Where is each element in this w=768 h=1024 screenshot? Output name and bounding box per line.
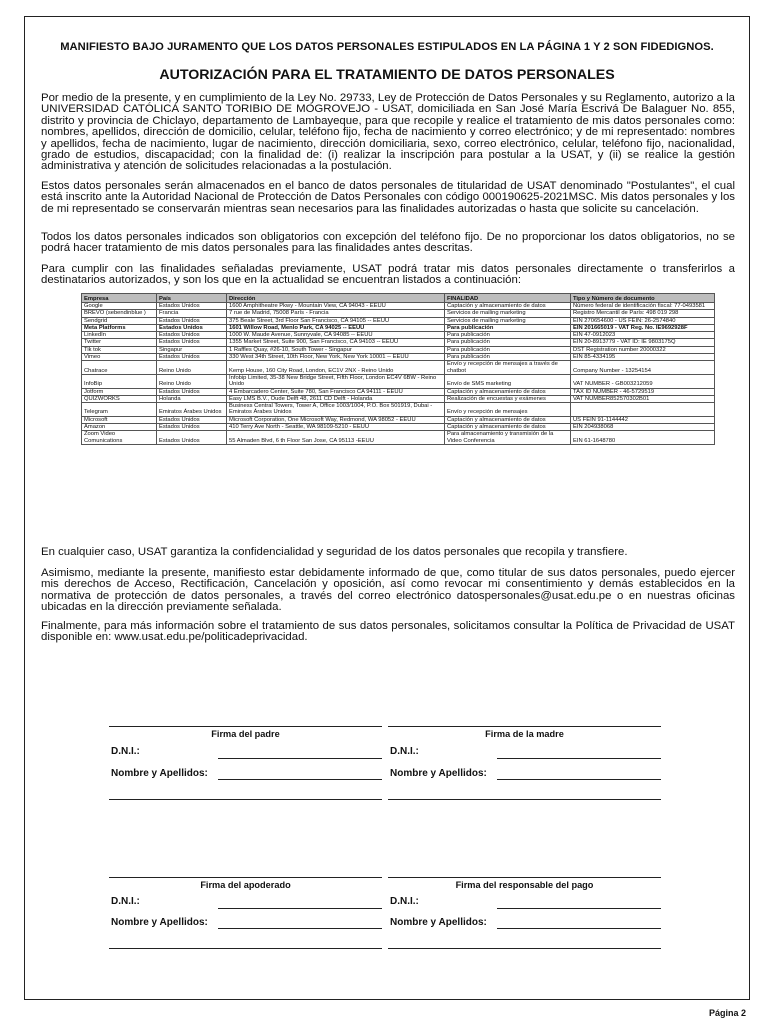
cell-direccion: 410 Terry Ave North - Seattle, WA 98109-5210 - EEUU <box>227 424 445 431</box>
table-row <box>82 346 715 353</box>
name-field-apoderado[interactable] <box>218 928 382 929</box>
cell-empresa: Vimeo <box>82 354 157 361</box>
cell-direccion: Easy LMS B.V., Oude Delft 48, 2611 CD Delft - Holanda <box>227 395 445 402</box>
cell-finalidad: Servicios de mailing marketing <box>445 310 571 317</box>
table-row <box>82 324 715 331</box>
cell-finalidad: Servicios de mailing marketing <box>445 317 571 324</box>
page-title: AUTORIZACIÓN PARA EL TRATAMIENTO DE DATOS PERSONALES <box>159 67 615 83</box>
cell-direccion: Microsoft Corporation, One Microsoft Way, Redmond, WA 98052 - EEUU <box>227 416 445 423</box>
cell-finalidad: Para publicación <box>445 339 571 346</box>
dni-field-padre[interactable] <box>218 758 382 759</box>
paragraph-storage: Estos datos personales serán almacenados en el banco de datos personales de titularidad de USAT denominado "Postulantes", el cual está inscrito ante la Autoridad Nacional de Protección de Datos Personales con código 000190625-2021MSC. Mis datos personales y los de mi representado se conservarán mientras sean necesarios para las finalidades autorizadas o hasta que solicite su cancelación. <box>41 180 735 215</box>
col-direccion: Dirección <box>227 294 445 303</box>
cell-empresa: Twitter <box>82 339 157 346</box>
paragraph-authorization: Por medio de la presente, y en cumplimiento de la Ley No. 29733, Ley de Protección de Datos Personales y su Reglamento, autorizo a la UNIVERSIDAD CATÓLICA SANTO TORIBIO DE MOGROVEJO - USAT, domiciliada en San José María Escrivá De Balaguer No. 855, distrito y provincia de Chiclayo, departamento de Lambayeque, para que recopile y realice el tratamiento de mis datos personales como: nombres, apellidos, dirección de domicilio, celular, teléfono fijo, fecha de nacimiento y correo electrónico; y de mi representado: nombres y apellidos, fecha de nacimiento, lugar de nacimiento, dirección domiciliaria, sexo, correo electrónico, celular, teléfono fijo, nacionalidad, grado de estudios, discapacidad; con la finalidad de: (i) realizar la inscripción para postular a la USAT, y (ii) se realice la gestión administrativa y atención de solicitudes relacionadas a la postulación. <box>41 92 735 173</box>
table-row <box>82 395 715 402</box>
cell-pais: Francia <box>157 310 227 317</box>
cell-pais: Estados Unidos <box>157 303 227 310</box>
cell-documento: EIN 20-8913779 - VAT ID: IE 9803175Q <box>571 339 715 346</box>
cell-direccion: 1355 Market Street, Suite 900, San Francisco, CA 94103 -- EEUU <box>227 339 445 346</box>
paragraph-rights: Asimismo, mediante la presente, manifiesto estar debidamente informado de que, como titular de sus datos personales, puedo ejercer mis derechos de Acceso, Rectificación, Cancelación y oposición, así como revocar mi consentimiento y demás establecidos en la normativa de protección de datos personales, a través del correo electrónico datospersonales@usat.edu.pe o en nuestras oficinas ubicadas en la dirección previamente señalada. <box>41 567 735 614</box>
name-label-apoderado: Nombre y Apellidos: <box>111 917 208 928</box>
table-row <box>82 388 715 395</box>
document-frame <box>24 16 750 1000</box>
cell-direccion: 1601 Willow Road, Menlo Park, CA 94025 -- EEUU <box>227 324 445 331</box>
cell-empresa: Meta Platforms <box>82 324 157 331</box>
paragraph-mandatory: Todos los datos personales indicados son obligatorios con excepción del teléfono fijo. De no proporcionar los datos obligatorios, no se podrá hacer tratamiento de mis datos personales para las finalidades antes descritas. <box>41 231 735 255</box>
signature-caption-apoderado: Firma del apoderado <box>200 880 291 890</box>
cell-finalidad: Captación y almacenamiento de datos <box>445 424 571 431</box>
cell-finalidad: Captación y almacenamiento de datos <box>445 416 571 423</box>
cell-finalidad: Para publicación <box>445 354 571 361</box>
cell-documento: EIN 85-4334195 <box>571 354 715 361</box>
table-row <box>82 317 715 324</box>
cell-finalidad: Envío y recepción de mensajes a través de chatbot <box>445 361 571 375</box>
name-label-responsable: Nombre y Apellidos: <box>390 917 487 928</box>
cell-pais: Estados Unidos <box>157 324 227 331</box>
col-pais: País <box>157 294 227 303</box>
recipients-table <box>81 293 715 445</box>
signature-caption-responsable: Firma del responsable del pago <box>455 880 594 890</box>
cell-direccion: 330 West 34th Street, 10th Floor, New York, New York 10001 -- EEUU <box>227 354 445 361</box>
cell-pais: Estados Unidos <box>157 424 227 431</box>
table-row <box>82 361 715 375</box>
cell-documento: TAX ID NUMBER - 46-5729519 <box>571 388 715 395</box>
name-field-madre[interactable] <box>497 779 661 780</box>
signature-caption-padre: Firma del padre <box>211 729 280 739</box>
col-finalidad: FINALIDAD <box>445 294 571 303</box>
cell-direccion: Business Central Towers, Tower A, Office 1003/1004, P.O. Box 501919, Dubai - Emiratos Árabes Unidos <box>227 403 445 417</box>
cell-direccion: 1 Raffles Quay, #26-10, South Tower - Singapur <box>227 346 445 353</box>
cell-documento: EIN 47-0912023 <box>571 332 715 339</box>
table-row <box>82 431 715 445</box>
cell-empresa: Chatrace <box>82 361 157 375</box>
cell-pais: Estados Unidos <box>157 416 227 423</box>
cell-documento <box>571 403 715 417</box>
cell-empresa: LinkedIn <box>82 332 157 339</box>
cell-pais: Reino Unido <box>157 374 227 388</box>
cell-direccion: 7 rue de Madrid, 75008 París - Francia <box>227 310 445 317</box>
dni-field-apoderado[interactable] <box>218 908 382 909</box>
cell-empresa: Amazon <box>82 424 157 431</box>
cell-empresa: Google <box>82 303 157 310</box>
cell-empresa: Jotform <box>82 388 157 395</box>
cell-finalidad: Para publicación <box>445 332 571 339</box>
table-row <box>82 332 715 339</box>
cell-direccion: 375 Beale Street, 3rd Floor San Francisco, CA 94105 -- EEUU <box>227 317 445 324</box>
cell-pais: Emiratos Árabes Unidos <box>157 403 227 417</box>
cell-empresa: Microsoft <box>82 416 157 423</box>
cell-finalidad: Envío de SMS marketing <box>445 374 571 388</box>
cell-direccion: 55 Almaden Blvd, 6 th Floor San Jose, CA 95113 -EEUU <box>227 431 445 445</box>
cell-empresa: QUIZWORKS <box>82 395 157 402</box>
table-row <box>82 424 715 431</box>
cell-direccion: Infobip Limited, 35-38 New Bridge Street, Fifth Floor, London EC4V 6BW - Reino Unido <box>227 374 445 388</box>
cell-finalidad: Para almacenamiento y transmisión de la Video Conferencia <box>445 431 571 445</box>
col-documento: Tipo y Número de documento <box>571 294 715 303</box>
table-row <box>82 303 715 310</box>
cell-finalidad: Realización de encuestas y exámenes <box>445 395 571 402</box>
cell-documento: EIN 204938068 <box>571 424 715 431</box>
name-label-padre: Nombre y Apellidos: <box>111 768 208 779</box>
cell-direccion: 4 Embarcadero Center, Suite 780, San Francisco CA 94111 - EEUU <box>227 388 445 395</box>
dni-label-padre: D.N.I.: <box>111 746 140 757</box>
cell-finalidad: Para publicación <box>445 324 571 331</box>
cell-empresa: Tik tok <box>82 346 157 353</box>
cell-documento: EIN 270654600 - US FEIN: 26-2574840 <box>571 317 715 324</box>
cell-pais: Estados Unidos <box>157 388 227 395</box>
table-row <box>82 416 715 423</box>
cell-documento: VAT NUMBER - GB003212059 <box>571 374 715 388</box>
cell-finalidad: Captación y almacenamiento de datos <box>445 388 571 395</box>
col-empresa: Empresa <box>82 294 157 303</box>
table-header-row <box>82 294 715 303</box>
cell-pais: Reino Unido <box>157 361 227 375</box>
cell-empresa: InfoBip <box>82 374 157 388</box>
cell-pais: Estados Unidos <box>157 339 227 346</box>
cell-empresa: Telegram <box>82 403 157 417</box>
manifest-heading: MANIFIESTO BAJO JURAMENTO QUE LOS DATOS PERSONALES ESTIPULADOS EN LA PÁGINA 1 Y 2 SON FIDEDIGNOS. <box>60 41 714 53</box>
cell-documento: DST Registration number 20000322 <box>571 346 715 353</box>
table-row <box>82 310 715 317</box>
cell-documento: US FEIN 91-1144442 <box>571 416 715 423</box>
dni-label-apoderado: D.N.I.: <box>111 896 140 907</box>
cell-pais: Estados Unidos <box>157 431 227 445</box>
cell-empresa: BREVO (sebendinblue ) <box>82 310 157 317</box>
cell-pais: Estados Unidos <box>157 354 227 361</box>
name-continuation-apoderado[interactable] <box>109 948 382 949</box>
cell-documento: EIN 201665019 - VAT Reg. No. IE9692928F <box>571 324 715 331</box>
cell-documento: VAT NUMBER852570302B01 <box>571 395 715 402</box>
dni-label-madre: D.N.I.: <box>390 746 419 757</box>
dni-field-responsable[interactable] <box>497 908 661 909</box>
name-field-padre[interactable] <box>218 779 382 780</box>
name-continuation-padre[interactable] <box>109 799 382 800</box>
signature-line-madre <box>388 726 661 727</box>
signature-line-apoderado <box>109 877 382 878</box>
cell-pais: Holanda <box>157 395 227 402</box>
cell-empresa: Sendgrid <box>82 317 157 324</box>
cell-direccion: 1000 W. Maude Avenue, Sunnyvale, CA 94085 -- EEUU <box>227 332 445 339</box>
table-row <box>82 374 715 388</box>
cell-documento: Company Number - 13254154 <box>571 361 715 375</box>
cell-documento: Número federal de identificación fiscal: 77-0493581 <box>571 303 715 310</box>
cell-pais: Singapur <box>157 346 227 353</box>
table-row <box>82 403 715 417</box>
paragraph-guarantee: En cualquier caso, USAT garantiza la confidencialidad y seguridad de los datos personales que recopila y transfiere. <box>41 546 628 558</box>
cell-finalidad: Para publicación <box>445 346 571 353</box>
cell-empresa: Zoom Video Comunications <box>82 431 157 445</box>
cell-direccion: Kemp House, 160 City Road, London, EC1V 2NX - Reino Unido <box>227 361 445 375</box>
signature-line-padre <box>109 726 382 727</box>
name-field-responsable[interactable] <box>497 928 661 929</box>
signature-caption-madre: Firma de la madre <box>485 729 564 739</box>
table-row <box>82 339 715 346</box>
paragraph-transfers: Para cumplir con las finalidades señaladas previamente, USAT podrá tratar mis datos personales directamente o transferirlos a destinatarios autorizados, y son los que en la actualidad se encuentran listados a continuación: <box>41 263 735 287</box>
cell-pais: Estados Unidos <box>157 332 227 339</box>
signature-line-responsable <box>388 877 661 878</box>
name-continuation-responsable[interactable] <box>388 948 661 949</box>
name-continuation-madre[interactable] <box>388 799 661 800</box>
cell-finalidad: Captación y almacenamiento de datos <box>445 303 571 310</box>
paragraph-privacy-policy: Finalmente, para más información sobre el tratamiento de sus datos personales, solicitamos consultar la Política de Privacidad de USAT disponible en: www.usat.edu.pe/politicadeprivacidad. <box>41 620 735 644</box>
cell-direccion: 1600 Amphitheatre Pkwy - Mountain View, CA 94043 - EEUU <box>227 303 445 310</box>
dni-field-madre[interactable] <box>497 758 661 759</box>
cell-documento: EIN 61-1648780 <box>571 431 715 445</box>
table-row <box>82 354 715 361</box>
page-number: Página 2 <box>708 1008 746 1018</box>
name-label-madre: Nombre y Apellidos: <box>390 768 487 779</box>
cell-finalidad: Envío y recepción de mensajes <box>445 403 571 417</box>
cell-pais: Estados Unidos <box>157 317 227 324</box>
cell-documento: Registro Mercantil de París: 498 019 298 <box>571 310 715 317</box>
dni-label-responsable: D.N.I.: <box>390 896 419 907</box>
